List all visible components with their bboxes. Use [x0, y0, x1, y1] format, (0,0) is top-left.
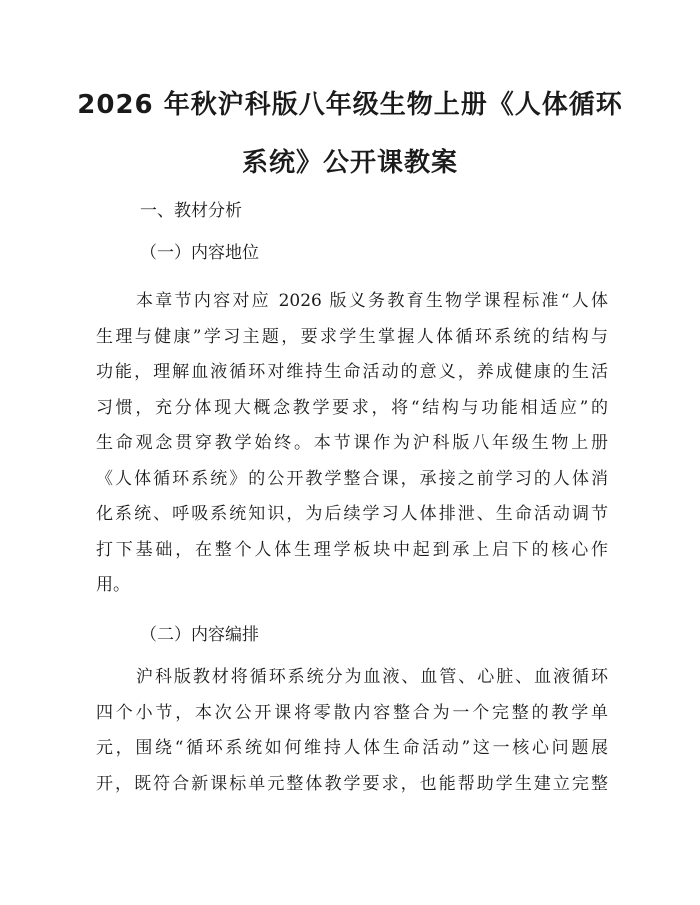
- paragraph-line: 开，既符合新课标单元整体教学要求，也能帮助学生建立完整: [96, 773, 608, 794]
- paragraph-content-arrangement: [96, 660, 608, 802]
- paragraph-line: 生命观念贯穿教学始终。本节课作为沪科版八年级生物上册: [96, 433, 608, 453]
- paragraph-line: 习惯，充分体现大概念教学要求，将“结构与功能相适应”的: [96, 397, 608, 418]
- paragraph-line: 《人体循环系统》的公开教学整合课，承接之前学习的人体消: [96, 468, 608, 489]
- subsection-heading-content-arrangement: （二）内容编排: [140, 625, 259, 645]
- section-heading-textbook-analysis: 一、教材分析: [140, 201, 242, 221]
- paragraph-line: 四个小节，本次公开课将零散内容整合为一个完整的教学单: [96, 702, 608, 723]
- paragraph-line: 功能，理解血液循环对维持生命活动的意义，养成健康的生活: [96, 362, 608, 382]
- paragraph-line: 化系统、呼吸系统知识，为后续学习人体排泄、生命活动调节: [96, 504, 608, 524]
- title-line: 2026 年秋沪科版八年级生物上册《人体循环: [77, 90, 623, 120]
- document-title: [60, 76, 640, 192]
- paragraph-line: 沪科版教材将循环系统分为血液、血管、心脏、血液循环: [136, 667, 608, 687]
- paragraph-content-position: [96, 284, 608, 604]
- paragraph-line: 打下基础，在整个人体生理学板块中起到承上启下的核心作: [96, 539, 608, 560]
- subsection-heading-content-position: （一）内容地位: [140, 243, 259, 263]
- paragraph-line: 用。: [96, 575, 130, 595]
- paragraph-line: 生理与健康”学习主题，要求学生掌握人体循环系统的结构与: [96, 326, 608, 347]
- paragraph-line: 元，围绕“循环系统如何维持人体生命活动”这一核心问题展: [96, 738, 608, 758]
- paragraph-line: 本章节内容对应 2026 版义务教育生物学课程标准“人体: [136, 291, 608, 311]
- title-line: 系统》公开课教案: [241, 148, 458, 178]
